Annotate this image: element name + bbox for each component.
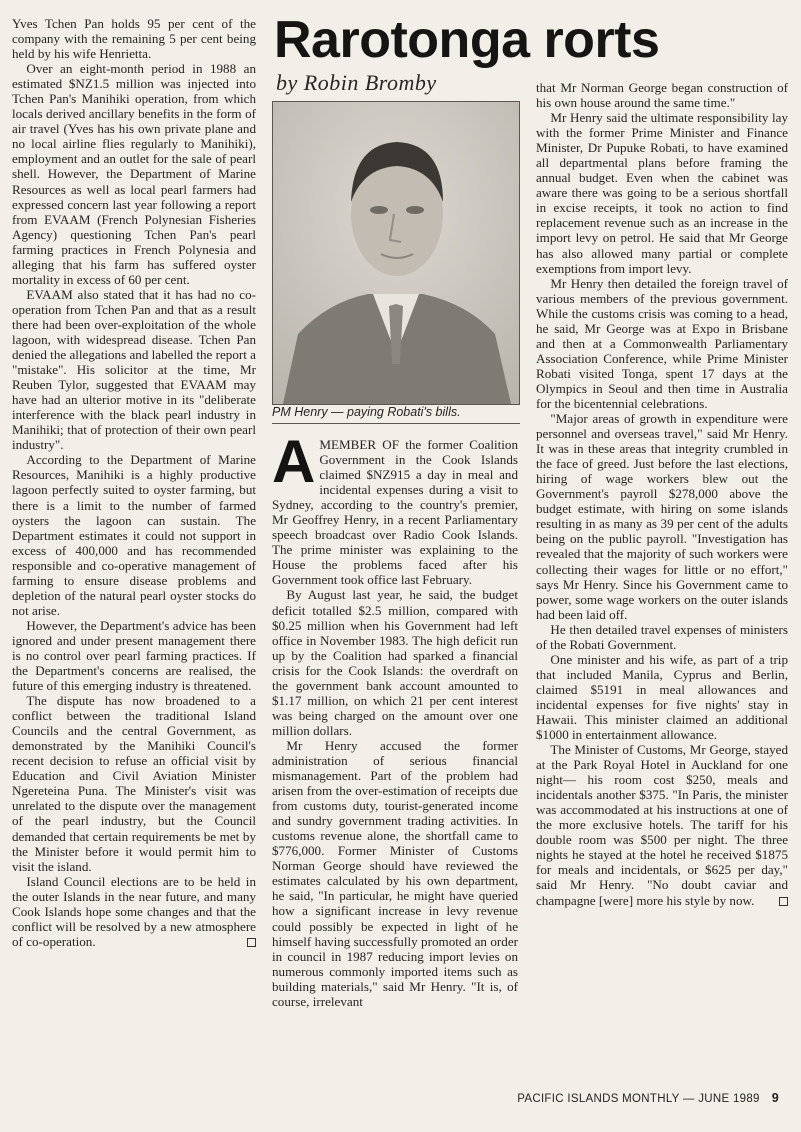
paragraph: One minister and his wife, as part of a trip that included Manila, Cyprus and Berlin, claimed $5191 in meal allowances and incidental expenses for five nights' stay in Hawaii. This minister claimed an additional $1000 in entertainment allowance. [536,651,788,743]
paragraph: He then detailed travel expenses of ministers of the Robati Government. [536,621,788,652]
publication-line: PACIFIC ISLANDS MONTHLY — JUNE 1989 [517,1093,760,1105]
paragraph-text: Island Council elections are to be held in the outer Islands in the near future, and many Cook Islands hope some changes and that the conflict will be resolved by a new atmosphere of co-operation. [12,873,256,949]
headline: Rarotonga rorts [274,11,660,69]
byline: by Robin Bromby [276,70,437,95]
column-right [536,80,788,908]
paragraph-text: The Minister of Customs, Mr George, stayed at the Park Royal Hotel in Auckland for one night— his room cost $250, meals and incidentals another $375. "In Paris, the minister was accommodated at his instructions at one of the more exclusive hotels. The tariff for his double room was $500 per night. The three nights he stayed at the hotel he received $1875 for meals and incidentals, or $625 per day," said Mr Henry. "No doubt caviar and champagne [were] more his style by now. [536,742,788,908]
paragraph: Mr Henry said the ultimate responsibility lay with the former Prime Minister and Finance Minister, Dr Pupuke Robati, to have examined all departmental plans before framing the annual budget. Even when the cabinet was aware there was going to be a serious shortfall in excise receipts, it took no action to find replacement revenue such as an increase in the import levy on petrol. He said that Mr George has also allowed many partial or complete exemptions from import levy. [536,110,788,276]
paragraph: that Mr Norman George began construction of his own house around the same time." [536,80,788,111]
column-middle [272,428,518,1009]
end-mark-icon [247,938,256,947]
paragraph: The dispute has now broadened to a conflict between the traditional Island Councils and the central Government, as demonstrated by the Manihiki Council's recent decision to refuse an official visit by Education and Civil Aviation Minister Ngereteina Puna. The Minister's visit was unrelated to the dispute over the management of the pearl industry, but the Council demanded that certain requirements be met by the Minister before it would permit him to visit the island. [12,693,256,874]
paragraph: Yves Tchen Pan holds 95 per cent of the company with the remaining 5 per cent being held by his wife Henrietta. [12,16,256,62]
portrait-image-icon [273,102,519,404]
paragraph: However, the Department's advice has been ignored and under present management there is no control over pearl farming practices. If the Department's concerns are realised, the future of this emerging industry is threatened. [12,617,256,694]
paragraph: "Major areas of growth in expenditure were personnel and overseas travel," said Mr Henry. It was in these areas that integrity crumbled in the face of greed. Just before the last elections, hiring of wage workers blew out the Government's payroll $278,000 above the budget estimate, with hiring on some islands resulting in as many as 39 per cent of the adults being on the public payroll. "Investigation has revealed that the majority of such workers were collecting their wages for little or no effort," says Mr Henry. Since his Government came to power, some wage workers on the outer islands had been laid off. [536,411,788,622]
lead-paragraph [272,428,518,588]
photo-caption: PM Henry — paying Robati's bills. [272,405,520,424]
column-left [12,16,256,949]
page-number: 9 [771,1091,779,1105]
paragraph: By August last year, he said, the budget deficit totalled $2.5 million, compared with $0.25 million when his Government had left office in November 1983. The high deficit run up by the Coalition had sparked a financial crisis for the Cook Islands: the overdraft on the government bank account amounted to $1.17 million, on which 21 per cent interest was being charged on the amount over one million dollars. [272,587,518,738]
paragraph-last [12,874,256,949]
drop-cap: A [272,428,316,495]
portrait-photo [272,101,520,405]
paragraph: Mr Henry then detailed the foreign travel of various members of the previous government. While the customs crisis was coming to a head, he said, Mr George was at Expo in Brisbane and then at a Commonwealth Parliamentary Association Conference, while Prime Minister Robati visited Tonga, spent 17 days at the Olympics in Seoul and then time in Australia for the bicentennial celebrations. [536,275,788,411]
paragraph: Over an eight-month period in 1988 an estimated $NZ1.5 million was injected into Tchen Pan's Manihiki operation, from which locals derived ancillary benefits in the form of air travel (Yves has his own private plane and no local airline flies regularly to Manihiki), employment and an outlet for the sale of pearl shell. However, the Department of Marine Resources as well as local pearl farmers had expressed concern last year following a report from EVAAM (French Polynesian Fisheries Agency) questioning Tchen Pan's pearl farming practices in French Polynesia and alleging that his farm has suffered oyster mortality in excess of 60 per cent. [12,61,256,287]
lead-text: MEMBER OF the former Coalition Government in the Cook Islands claimed $NZ915 a day in meal and incidental expenses during a visit to Sydney, according to the country's premier, Mr Geoffrey Henry, in a recent Parliamentary speech broadcast over Radio Cook Islands. The prime minister was explaining to the House the problems faced after his Government took office last February. [272,437,518,588]
paragraph: Mr Henry accused the former administration of serious financial mismanagement. Part of the problem had arisen from the over-estimation of receipts due from customs duty, tourist-generated income and sundry government trading activities. In customs revenue alone, the shortfall came to $776,000. Former Minister of Customs Norman George should have reviewed the estimates calculated by his own department, he said, "In particular, he might have queried how a significant increase in levy revenue could possibly be expected in light of he himself having successfully promoted an order in council in 1987 reducing import levies on numerous commonly imported items such as building materials," said Mr Henry. "It is, of course, irrelevant [272,737,518,1009]
end-mark-icon [779,897,788,906]
paragraph: EVAAM also stated that it has had no co-operation from Tchen Pan and that as a result there had been over-exploitation of the whole lagoon, with widespread disease. Tchen Pan denied the allegations and labelled the report a "mistake". His solicitor at the time, Mr Reuben Tylor, suggested that EVAAM may have had an ulterior motive in its "deliberate interference with the black pearl industry in Manihiki; that of protection of their own pearl industry". [12,286,256,453]
paragraph-last [536,742,788,908]
page-footer [517,1091,779,1105]
paragraph: According to the Department of Marine Resources, Manihiki is a highly productive lagoon perfectly suited to oyster farming, but there is a limit to the number of farmed oysters the lagoon can sustain. The Department estimates it could not support in excess of 400,000 and has recommended responsible and co-operative management of farming to ensure disease problems and depletion of the natural pearl oyster stocks do not arise. [12,452,256,618]
